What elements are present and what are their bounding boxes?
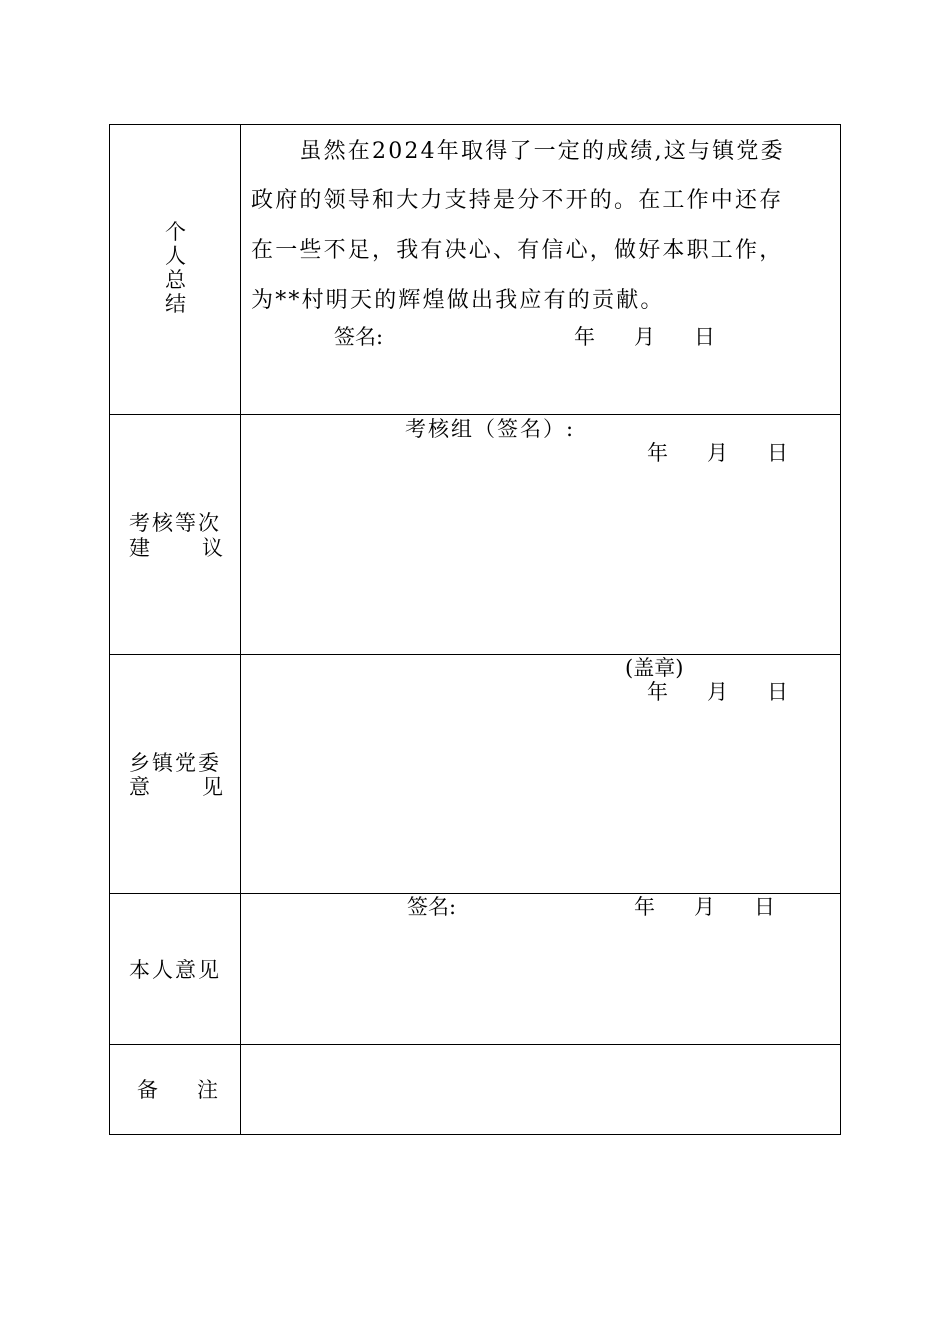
label-self-opinion — [110, 894, 241, 1044]
label-assessment-line-1: 考核等次 — [129, 511, 221, 535]
row-assessment-suggestion — [110, 415, 840, 655]
assessment-year-label: 年 — [647, 441, 668, 465]
content-remarks — [241, 1045, 840, 1134]
content-assessment-suggestion — [241, 415, 840, 654]
assessment-month-label: 月 — [707, 441, 728, 465]
label-personal-summary — [110, 125, 241, 414]
label-remarks-a: 备 — [137, 1078, 158, 1102]
label-committee-opinion — [110, 655, 241, 893]
label-personal-summary-text: 个 人 总 结 — [165, 220, 186, 316]
label-committee-line-2b: 见 — [202, 775, 223, 799]
row-personal-summary — [110, 125, 840, 415]
label-remarks — [110, 1045, 241, 1134]
summary-line-1: 虽然在2024年取得了一定的成绩,这与镇党委 — [251, 139, 785, 164]
label-committee-line-2a: 意 — [129, 775, 150, 799]
assessment-day-label: 日 — [767, 441, 788, 465]
summary-line-2: 政府的领导和大力支持是分不开的。在工作中还存 — [251, 188, 784, 213]
self-opinion-month-label: 月 — [694, 895, 715, 919]
committee-day-label: 日 — [767, 680, 788, 704]
row-committee-opinion — [110, 655, 840, 894]
label-assessment-suggestion — [110, 415, 241, 654]
content-committee-opinion — [241, 655, 840, 893]
label-assessment-line-2a: 建 — [129, 536, 150, 560]
committee-year-label: 年 — [647, 680, 668, 704]
assessment-sign-label: 考核组（签名）: — [405, 417, 576, 441]
label-self-opinion-text: 本人意见 — [129, 958, 221, 982]
self-opinion-sign-label: 签名: — [407, 895, 457, 919]
summary-month-label: 月 — [634, 325, 655, 349]
self-opinion-year-label: 年 — [634, 895, 655, 919]
summary-line-3: 在一些不足，我有决心、有信心，做好本职工作， — [251, 238, 784, 263]
row-remarks — [110, 1045, 840, 1134]
label-assessment-line-2b: 议 — [202, 536, 223, 560]
committee-month-label: 月 — [707, 680, 728, 704]
summary-year-label: 年 — [574, 325, 595, 349]
self-opinion-day-label: 日 — [754, 895, 775, 919]
row-self-opinion — [110, 894, 840, 1045]
label-committee-line-1: 乡镇党委 — [129, 751, 221, 775]
content-personal-summary — [241, 125, 840, 414]
content-self-opinion — [241, 894, 840, 1044]
summary-sign-label: 签名: — [334, 325, 384, 349]
label-remarks-b: 注 — [197, 1078, 218, 1102]
summary-line-4: 为**村明天的辉煌做出我应有的贡献。 — [251, 288, 665, 313]
summary-day-label: 日 — [694, 325, 715, 349]
committee-seal-label: (盖章) — [625, 656, 684, 680]
evaluation-form-table — [109, 124, 841, 1135]
